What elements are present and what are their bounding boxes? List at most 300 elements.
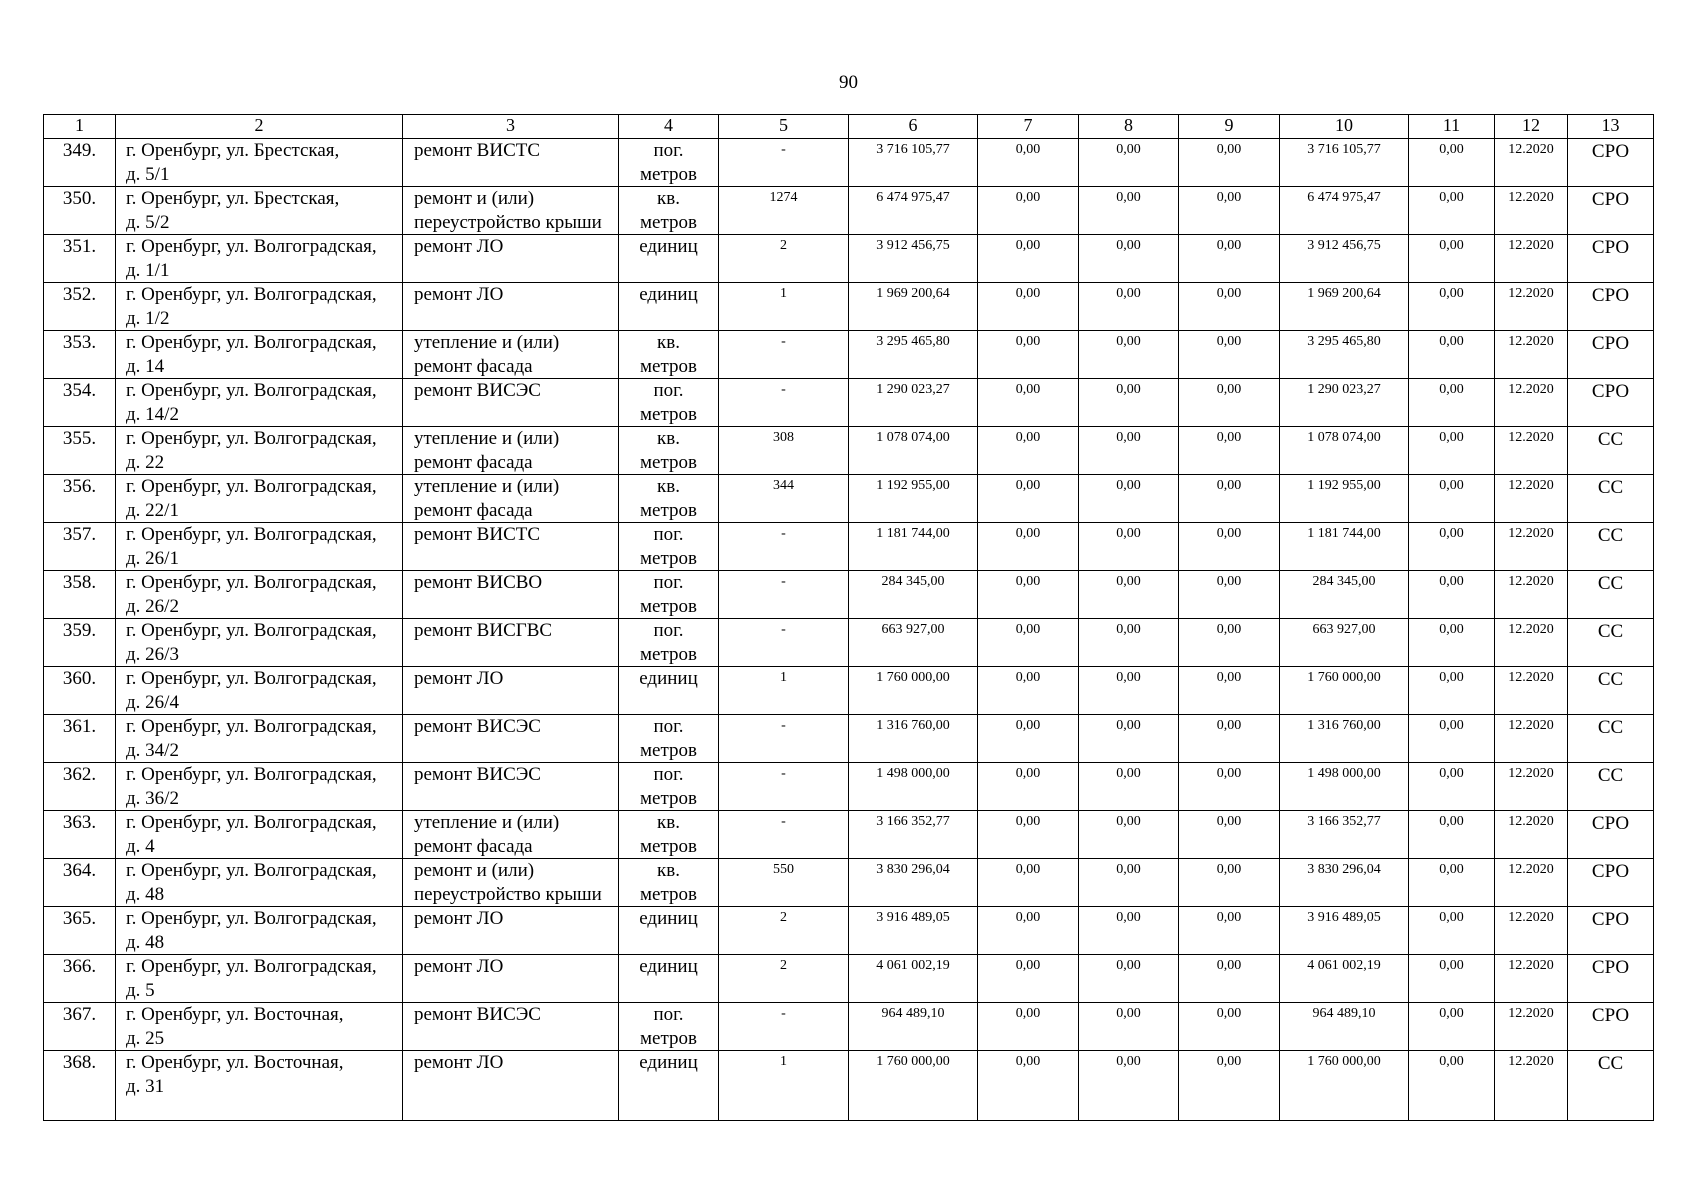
cost-cell-text: 3 716 105,77 [876,142,950,157]
col7-cell [978,331,1079,379]
col8-cell-text: 0,00 [1116,718,1141,733]
address-cell-text: д. 14 [126,355,165,377]
completion-date-cell [1495,475,1568,523]
work-type-cell-text: утепление и (или) [414,476,560,497]
quantity-cell [719,907,849,955]
col8-cell-text: 0,00 [1116,670,1141,685]
table-row [44,571,1654,619]
unit-cell-text: пог. [653,1004,684,1025]
col8-cell-text: 0,00 [1116,526,1141,541]
table-row [44,523,1654,571]
completion-date-cell-text: 12.2020 [1508,334,1554,349]
col9-cell [1179,667,1280,715]
unit-cell-text: единиц [639,908,698,929]
address-cell-text: г. Оренбург, ул. Волгоградская, [126,812,377,833]
work-type-cell [403,763,619,811]
col11-cell-text: 0,00 [1439,622,1464,637]
cost-cell [849,715,978,763]
address-cell-text: г. Оренбург, ул. Восточная, [126,1052,344,1073]
contractor-type-cell [1568,571,1654,619]
col10-cell-text: 1 760 000,00 [1307,1054,1381,1069]
col7-cell [978,955,1079,1003]
address-cell [116,235,403,283]
col9-cell [1179,619,1280,667]
contractor-type-cell-text: СРО [1591,909,1630,930]
completion-date-cell [1495,715,1568,763]
col11-cell [1409,187,1495,235]
col7-cell [978,475,1079,523]
contractor-type-cell [1568,475,1654,523]
col8-cell-text: 0,00 [1116,622,1141,637]
col10-cell-text: 1 316 760,00 [1307,718,1381,733]
col10-cell [1280,1003,1409,1051]
unit-cell-text: метров [640,355,697,377]
quantity-cell [719,427,849,475]
col9-cell [1179,907,1280,955]
col10-cell [1280,1051,1409,1121]
col10-cell [1280,811,1409,859]
table-row [44,1051,1654,1121]
cost-cell [849,955,978,1003]
work-type-cell-text: ремонт ЛО [414,956,504,977]
unit-cell-text: метров [640,547,697,569]
address-cell [116,331,403,379]
col7-cell [978,427,1079,475]
col11-cell [1409,379,1495,427]
row-number-cell [44,715,116,763]
quantity-cell [719,1051,849,1121]
unit-cell [619,619,719,667]
col7-cell-text: 0,00 [1015,286,1041,301]
work-type-cell [403,379,619,427]
contractor-type-cell-text: СРО [1591,813,1630,834]
col8-cell [1079,859,1179,907]
col10-cell-text: 1 498 000,00 [1307,766,1381,781]
address-cell [116,379,403,427]
contractor-type-cell [1568,427,1654,475]
col8-cell [1079,907,1179,955]
col8-cell [1079,763,1179,811]
col9-cell-text: 0,00 [1216,718,1242,733]
address-cell-text: д. 26/4 [126,691,179,713]
row-number-cell [44,475,116,523]
col9-cell [1179,811,1280,859]
cost-cell [849,187,978,235]
work-type-cell-text: ремонт ВИСЭС [414,1004,541,1025]
col10-cell-text: 1 760 000,00 [1307,670,1381,685]
unit-cell [619,907,719,955]
col8-cell-text: 0,00 [1116,334,1141,349]
unit-cell-text: пог. [653,620,684,641]
unit-cell-text: пог. [653,524,684,545]
col8-cell [1079,139,1179,187]
quantity-cell-text: 308 [773,430,794,445]
unit-cell-text: единиц [639,956,698,977]
col10-cell [1280,475,1409,523]
unit-cell [619,139,719,187]
col11-cell [1409,907,1495,955]
col8-cell-text: 0,00 [1116,1006,1141,1021]
col9-cell-text: 0,00 [1216,334,1242,349]
col7-cell-text: 0,00 [1015,814,1041,829]
cost-cell-text: 1 498 000,00 [876,766,950,781]
col9-cell [1179,427,1280,475]
col9-cell-text: 0,00 [1216,286,1242,301]
work-type-cell-text: ремонт ВИСЭС [414,716,541,737]
address-cell-text: г. Оренбург, ул. Волгоградская, [126,380,377,401]
col9-cell [1179,187,1280,235]
col9-cell [1179,523,1280,571]
col11-cell-text: 0,00 [1439,238,1464,253]
contractor-type-cell-text: СРО [1591,861,1630,882]
address-cell-text: д. 5 [126,979,155,1001]
col11-cell-text: 0,00 [1439,526,1464,541]
col10-cell [1280,619,1409,667]
completion-date-cell [1495,1051,1568,1121]
quantity-cell-text: 1 [780,286,787,301]
work-type-cell [403,955,619,1003]
address-cell-text: д. 1/1 [126,259,170,281]
col8-cell-text: 0,00 [1116,478,1141,493]
col11-cell-text: 0,00 [1439,574,1464,589]
col9-cell [1179,331,1280,379]
quantity-cell-text: - [781,622,786,637]
cost-cell [849,811,978,859]
completion-date-cell-text: 12.2020 [1508,766,1554,781]
completion-date-cell-text: 12.2020 [1508,238,1554,253]
col8-cell-text: 0,00 [1116,574,1141,589]
quantity-cell [719,619,849,667]
col8-cell-text: 0,00 [1116,958,1141,973]
cost-cell [849,331,978,379]
work-type-cell-text: ремонт ВИСТС [414,524,541,545]
address-cell [116,715,403,763]
unit-cell [619,475,719,523]
contractor-type-cell-text: СРО [1591,1005,1630,1026]
row-number-cell [44,283,116,331]
work-type-cell [403,331,619,379]
unit-cell-text: метров [640,595,697,617]
col9-cell-text: 0,00 [1216,622,1242,637]
row-number-cell-text: 366. [62,956,97,977]
cost-cell-text: 1 078 074,00 [876,430,950,445]
address-cell-text: г. Оренбург, ул. Волгоградская, [126,764,377,785]
work-type-cell-text: ремонт и (или) [414,860,535,881]
quantity-cell-text: 1 [780,670,787,685]
work-type-cell-text: ремонт ВИСТС [414,140,541,161]
cost-cell-text: 1 760 000,00 [876,670,950,685]
col8-cell [1079,427,1179,475]
cost-cell [849,139,978,187]
completion-date-cell [1495,619,1568,667]
unit-cell-text: кв. [657,476,680,497]
col10-cell [1280,859,1409,907]
unit-cell [619,379,719,427]
col9-cell-text: 0,00 [1216,190,1242,205]
col7-cell-text: 0,00 [1015,862,1041,877]
table-row [44,379,1654,427]
unit-cell-text: кв. [657,812,680,833]
col10-cell [1280,523,1409,571]
row-number-cell-text: 358. [62,572,97,593]
row-number-cell [44,763,116,811]
col9-cell [1179,283,1280,331]
quantity-cell [719,859,849,907]
completion-date-cell-text: 12.2020 [1508,526,1554,541]
cost-cell-text: 1 192 955,00 [876,478,950,493]
col10-cell [1280,715,1409,763]
col10-cell-text: 1 078 074,00 [1307,430,1381,445]
work-type-cell [403,475,619,523]
table-row [44,667,1654,715]
column-number-header: 12 [1495,115,1568,139]
col7-cell [978,523,1079,571]
address-cell [116,571,403,619]
unit-cell-text: кв. [657,860,680,881]
column-number-header: 5 [719,115,849,139]
col8-cell-text: 0,00 [1116,190,1141,205]
col8-cell-text: 0,00 [1116,910,1141,925]
quantity-cell-text: 1274 [769,190,798,205]
unit-cell [619,571,719,619]
col8-cell [1079,235,1179,283]
address-cell-text: д. 48 [126,931,165,953]
col11-cell [1409,571,1495,619]
completion-date-cell-text: 12.2020 [1508,382,1554,397]
address-cell [116,619,403,667]
work-type-cell [403,571,619,619]
table-row [44,235,1654,283]
cost-cell-text: 1 181 744,00 [876,526,950,541]
unit-cell-text: единиц [639,236,698,257]
quantity-cell-text: 1 [780,1054,787,1069]
col7-cell-text: 0,00 [1015,622,1041,637]
work-type-cell-text: утепление и (или) [414,332,560,353]
cost-cell-text: 6 474 975,47 [876,190,950,205]
column-number-header: 2 [116,115,403,139]
work-type-cell-text: ремонт ВИСВО [414,572,543,593]
address-cell-text: д. 14/2 [126,403,179,425]
col10-cell-text: 284 345,00 [1312,574,1376,589]
work-type-cell-text: ремонт фасада [414,451,533,473]
address-cell [116,523,403,571]
col11-cell-text: 0,00 [1439,286,1464,301]
col8-cell [1079,571,1179,619]
row-number-cell [44,139,116,187]
row-number-cell [44,1051,116,1121]
address-cell [116,187,403,235]
quantity-cell [719,667,849,715]
cost-cell-text: 1 969 200,64 [876,286,950,301]
completion-date-cell [1495,331,1568,379]
address-cell-text: г. Оренбург, ул. Восточная, [126,1004,344,1025]
completion-date-cell [1495,811,1568,859]
work-type-cell [403,523,619,571]
work-type-cell [403,283,619,331]
completion-date-cell-text: 12.2020 [1508,718,1554,733]
table-row [44,715,1654,763]
col7-cell-text: 0,00 [1015,910,1041,925]
unit-cell [619,1003,719,1051]
col11-cell [1409,139,1495,187]
row-number-cell [44,571,116,619]
col10-cell-text: 964 489,10 [1312,1006,1376,1021]
contractor-type-cell [1568,523,1654,571]
quantity-cell-text: 550 [773,862,794,877]
cost-cell-text: 4 061 002,19 [876,958,950,973]
col7-cell-text: 0,00 [1015,430,1041,445]
row-number-cell [44,859,116,907]
contractor-type-cell-text: СС [1597,621,1624,642]
col10-cell [1280,235,1409,283]
col9-cell-text: 0,00 [1216,478,1242,493]
address-cell-text: г. Оренбург, ул. Волгоградская, [126,620,377,641]
row-number-cell [44,331,116,379]
column-number-header: 9 [1179,115,1280,139]
contractor-type-cell [1568,379,1654,427]
unit-cell-text: метров [640,835,697,857]
contractor-type-cell-text: СС [1597,525,1624,546]
cost-cell [849,1003,978,1051]
address-cell-text: д. 26/3 [126,643,179,665]
table-row [44,1003,1654,1051]
col11-cell-text: 0,00 [1439,670,1464,685]
completion-date-cell-text: 12.2020 [1508,430,1554,445]
col7-cell [978,571,1079,619]
col8-cell-text: 0,00 [1116,382,1141,397]
contractor-type-cell [1568,619,1654,667]
contractor-type-cell [1568,763,1654,811]
row-number-cell-text: 363. [62,812,97,833]
cost-cell-text: 3 830 296,04 [876,862,950,877]
col9-cell-text: 0,00 [1216,526,1242,541]
address-cell-text: д. 48 [126,883,165,905]
quantity-cell-text: 2 [780,958,787,973]
col7-cell [978,379,1079,427]
col9-cell-text: 0,00 [1216,862,1242,877]
col11-cell-text: 0,00 [1439,478,1464,493]
col7-cell [978,763,1079,811]
cost-cell [849,523,978,571]
completion-date-cell [1495,235,1568,283]
cost-cell-text: 1 290 023,27 [876,382,950,397]
unit-cell-text: метров [640,739,697,761]
address-cell-text: г. Оренбург, ул. Волгоградская, [126,956,377,977]
col9-cell-text: 0,00 [1216,766,1242,781]
cost-cell [849,283,978,331]
column-number-header: 3 [403,115,619,139]
quantity-cell [719,283,849,331]
work-type-cell-text: ремонт фасада [414,835,533,857]
unit-cell [619,235,719,283]
row-number-cell-text: 359. [62,620,97,641]
address-cell-text: д. 5/1 [126,163,170,185]
cost-cell-text: 3 912 456,75 [876,238,950,253]
completion-date-cell [1495,523,1568,571]
col9-cell-text: 0,00 [1216,238,1242,253]
row-number-cell-text: 355. [62,428,97,449]
table-body [44,139,1654,1121]
completion-date-cell [1495,1003,1568,1051]
col9-cell-text: 0,00 [1216,382,1242,397]
page-number: 90 [839,72,858,93]
work-type-cell [403,859,619,907]
completion-date-cell [1495,187,1568,235]
work-type-cell-text: ремонт ЛО [414,1052,504,1073]
col11-cell-text: 0,00 [1439,718,1464,733]
work-type-cell [403,619,619,667]
contractor-type-cell [1568,139,1654,187]
work-type-cell-text: ремонт и (или) [414,188,535,209]
completion-date-cell [1495,763,1568,811]
completion-date-cell-text: 12.2020 [1508,574,1554,589]
col7-cell [978,859,1079,907]
col9-cell [1179,1051,1280,1121]
completion-date-cell [1495,859,1568,907]
contractor-type-cell-text: СС [1597,765,1624,786]
contractor-type-cell-text: СС [1597,669,1624,690]
unit-cell-text: пог. [653,380,684,401]
table-row [44,475,1654,523]
completion-date-cell [1495,139,1568,187]
col9-cell-text: 0,00 [1216,1054,1242,1069]
work-type-cell-text: ремонт ЛО [414,236,504,257]
work-type-cell [403,907,619,955]
row-number-cell-text: 349. [62,140,97,161]
col8-cell-text: 0,00 [1116,814,1141,829]
cost-cell [849,379,978,427]
col9-cell-text: 0,00 [1216,574,1242,589]
completion-date-cell [1495,283,1568,331]
address-cell [116,907,403,955]
work-type-cell-text: переустройство крыши [414,211,602,233]
row-number-cell [44,1003,116,1051]
col8-cell-text: 0,00 [1116,1054,1141,1069]
quantity-cell-text: - [781,814,786,829]
address-cell [116,763,403,811]
unit-cell-text: единиц [639,284,698,305]
row-number-cell-text: 360. [62,668,97,689]
col8-cell [1079,523,1179,571]
unit-cell-text: метров [640,787,697,809]
contractor-type-cell [1568,859,1654,907]
col7-cell [978,715,1079,763]
unit-cell-text: метров [640,211,697,233]
col11-cell-text: 0,00 [1439,766,1464,781]
unit-cell-text: метров [640,883,697,905]
col8-cell-text: 0,00 [1116,766,1141,781]
col7-cell [978,811,1079,859]
quantity-cell [719,571,849,619]
col10-cell-text: 3 166 352,77 [1307,814,1381,829]
col10-cell-text: 3 716 105,77 [1307,142,1381,157]
table-row [44,859,1654,907]
unit-cell-text: метров [640,403,697,425]
row-number-cell-text: 362. [62,764,97,785]
contractor-type-cell [1568,715,1654,763]
col11-cell [1409,763,1495,811]
address-cell [116,667,403,715]
cost-cell-text: 3 916 489,05 [876,910,950,925]
completion-date-cell-text: 12.2020 [1508,622,1554,637]
address-cell-text: г. Оренбург, ул. Волгоградская, [126,860,377,881]
work-type-cell [403,1003,619,1051]
col7-cell-text: 0,00 [1015,382,1041,397]
cost-cell-text: 3 166 352,77 [876,814,950,829]
address-cell-text: г. Оренбург, ул. Волгоградская, [126,332,377,353]
column-number-header: 1 [44,115,116,139]
col11-cell-text: 0,00 [1439,910,1464,925]
